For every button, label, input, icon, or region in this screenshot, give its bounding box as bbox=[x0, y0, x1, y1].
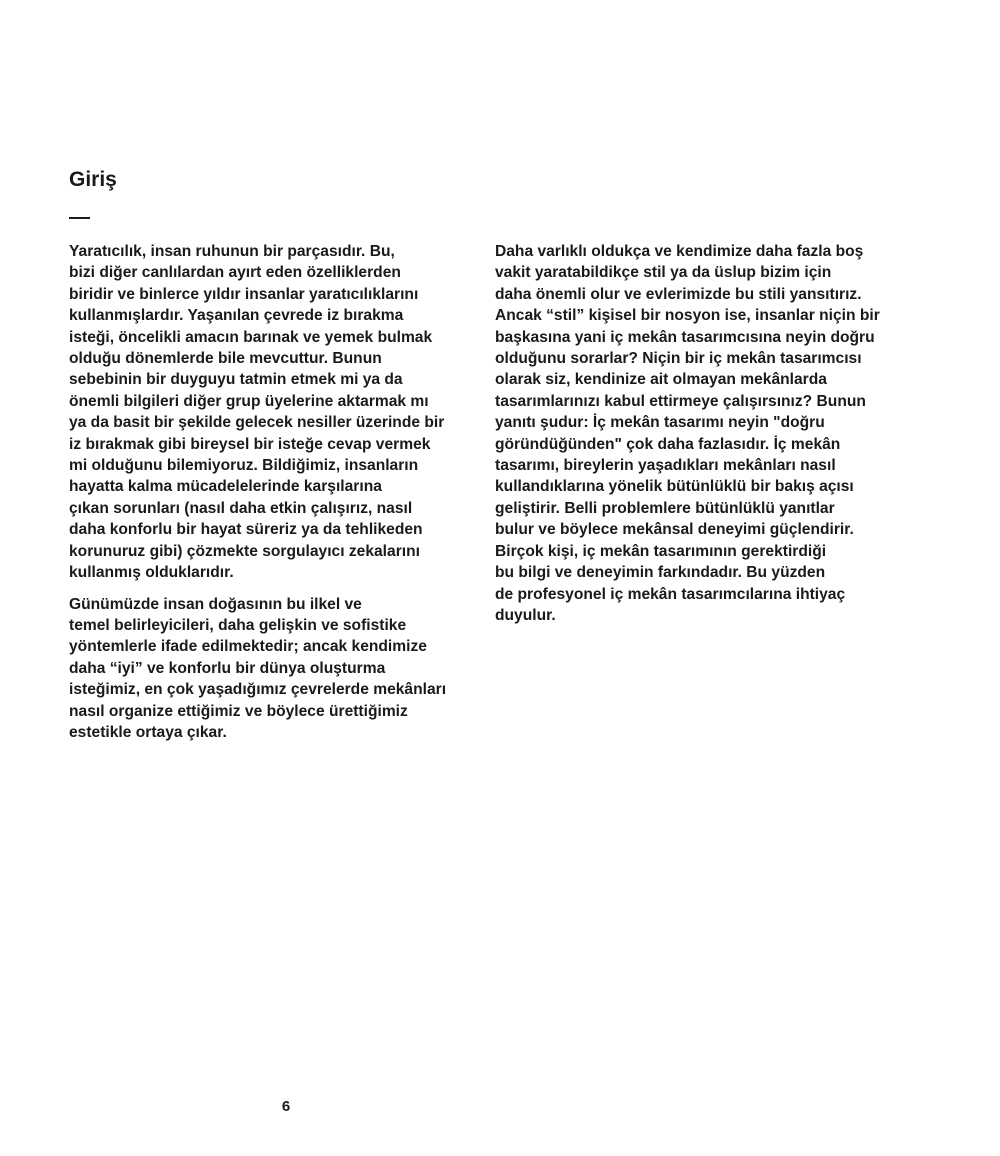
left-paragraph-2: Günümüzde insan doğasının bu ilkel ve temel belirleyicileri, daha gelişkin ve sofistike yöntemlerle ifade edilmektedir; ancak kendimize daha “iyi” ve konforlu bir dünya oluşturma isteğimiz, en çok yaşadığımız çevrelerde mekânları nasıl organize ettiğimiz ve böylece ürettiğimiz estetikle ortaya çıkar. bbox=[69, 595, 447, 741]
page-number: 6 bbox=[281, 1098, 291, 1115]
section-heading: Giriş bbox=[69, 168, 117, 191]
left-paragraph-1: Yaratıcılık, insan ruhunun bir parçasıdır. Bu, bizi diğer canlılardan ayırt eden özelliklerden biridir ve binlerce yıldır insanlar yaratıcılıklarını kullanmışlardır. Yaşanılan çevrede iz bırakma isteği, öncelikli amacın barınak ve yemek bulmak olduğu dönemlerde bile mevcuttur. Bunun sebebinin bir duyguyu tatmin etmek mi ya da önemli bilgileri diğer grup üyelerine aktarmak mı ya da basit bir şekilde gelecek nesiller üzerinde bir iz bırakmak gibi bireysel bir isteğe cevap vermek mi olduğunu bilemiyoruz. Bildiğimiz, insanların hayatta kalma mücadelelerinde karşılarına çıkan sorunları (nasıl daha etkin çalışırız, nasıl daha konforlu bir hayat süreriz ya da tehlikeden korunuruz gibi) çözmekte sorgulayıcı zekalarını kullanmış olduklarıdır. bbox=[69, 243, 445, 582]
heading-rule bbox=[69, 217, 90, 219]
left-column bbox=[69, 241, 489, 753]
right-paragraph-1: Daha varlıklı oldukça ve kendimize daha fazla boş vakit yaratabildikçe stil ya da üslup bizim için daha önemli olur ve evlerimizde bu stili yansıtırız. Ancak “stil” kişisel bir nosyon ise, insanlar niçin bir başkasına yani iç mekân tasarımcısına neyin doğru olduğunu sorarlar? Niçin bir iç mekân tasarımcısı olarak siz, kendinize ait olmayan mekânlarda tasarımlarınızı kabul ettirmeye çalışırsınız? Bunun yanıtı şudur: İç mekân tasarımı neyin "doğru göründüğünden" çok daha fazlasıdır. İç mekân tasarımı, bireylerin yaşadıkları mekânları nasıl kullandıklarına yönelik bütünlüklü bir bakış açısı geliştirir. Belli problemlere bütünlüklü yanıtlar bulur ve böylece mekânsal deneyimi güçlendirir. Birçok kişi, iç mekân tasarımının gerektirdiği bu bilgi ve deneyimin farkındadır. Bu yüzden de profesyonel iç mekân tasarımcılarına ihtiyaç duyulur. bbox=[495, 243, 880, 624]
right-column bbox=[495, 241, 915, 636]
